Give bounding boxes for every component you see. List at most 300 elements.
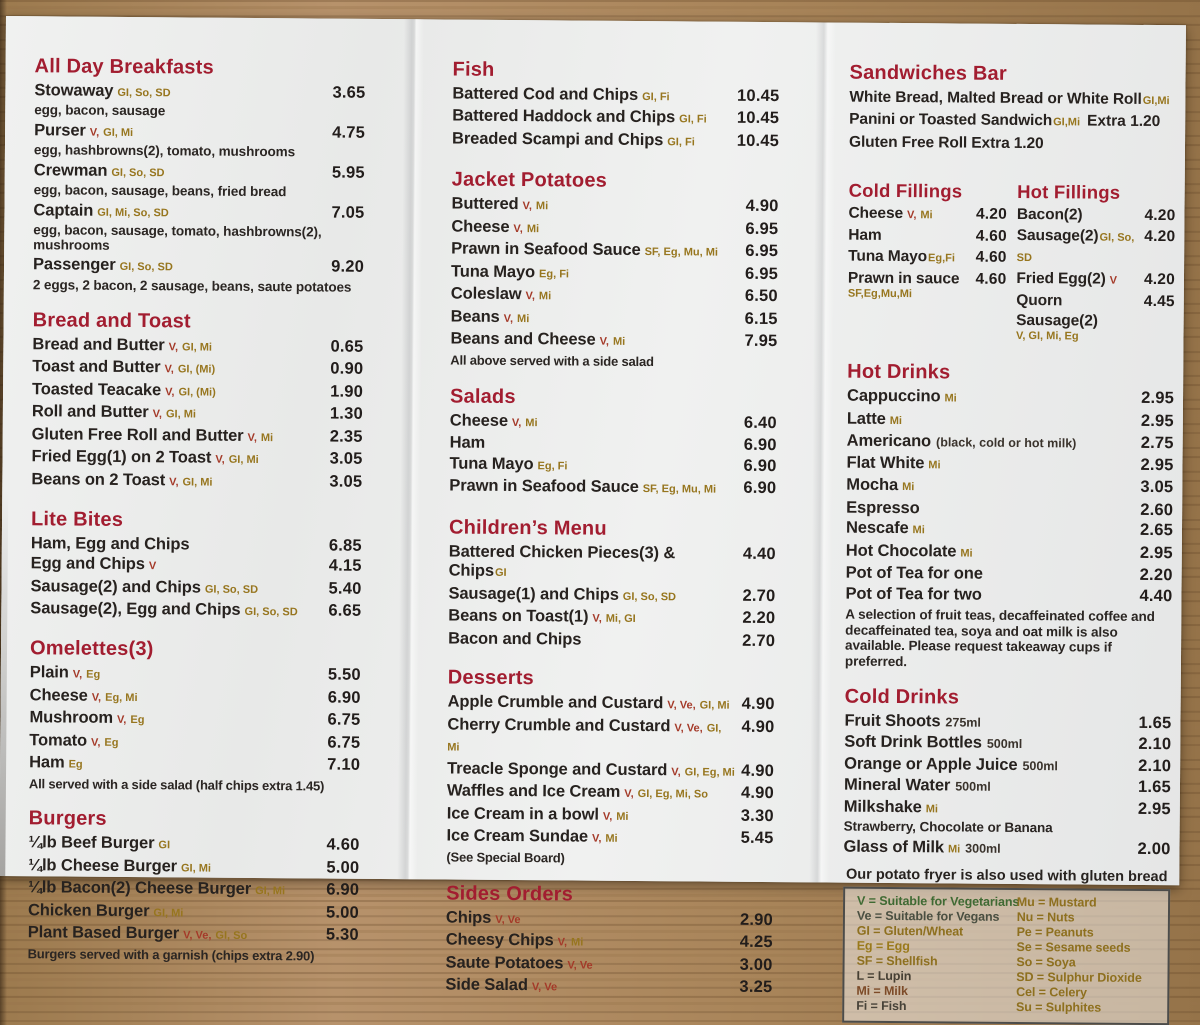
section-note: Burgers served with a garnish (chips extra 2.90) xyxy=(27,946,315,964)
allergen-codes: Mi xyxy=(947,843,961,856)
section-title: Jacket Potatoes xyxy=(451,168,608,192)
allergen-key-entry: Eg = Egg xyxy=(856,938,910,954)
menu-item xyxy=(451,217,778,241)
item-name: Milkshake xyxy=(843,797,922,816)
item-price: 6.40 xyxy=(743,413,777,432)
item-name-wrap xyxy=(32,402,196,425)
allergen-codes: Eg xyxy=(104,736,119,749)
allergen-codes-veg: V, xyxy=(624,787,634,801)
allergen-key-code: Su xyxy=(1015,1000,1032,1015)
item-price: 7.10 xyxy=(327,755,361,775)
item-name: Crewman xyxy=(33,160,108,180)
allergen-codes: GI, So, SD xyxy=(204,583,259,596)
item-name: Cheesy Chips xyxy=(445,930,554,950)
menu-item xyxy=(452,107,779,131)
allergen-key-label: Sesame seeds xyxy=(1045,940,1131,955)
item-name: Nescafe xyxy=(845,518,909,538)
item-name: Battered Chicken Pieces(3) & Chips xyxy=(448,542,676,580)
allergen-codes-veg: V, xyxy=(522,200,533,213)
item-name: Toast and Butter xyxy=(32,357,161,377)
allergen-codes: Mi xyxy=(525,416,538,429)
allergen-codes: GI, Fi xyxy=(667,135,695,149)
item-price: 10.45 xyxy=(736,131,780,150)
item-name: Ice Cream in a bowl xyxy=(446,804,599,824)
item-name-wrap xyxy=(848,247,955,269)
item-name: Chips xyxy=(445,908,492,927)
item-name-wrap xyxy=(1017,205,1083,226)
item-name-wrap xyxy=(452,129,695,152)
item-name-wrap xyxy=(30,686,138,708)
item-price: 5.40 xyxy=(328,579,362,598)
item-name-wrap xyxy=(29,709,144,731)
section-title: Cold Drinks xyxy=(844,685,960,709)
item-name: ¼lb Beef Burger xyxy=(28,833,155,853)
item-price: 6.85 xyxy=(328,536,362,555)
menu-item xyxy=(31,534,362,556)
item-name-wrap xyxy=(28,901,184,924)
menu-item xyxy=(445,976,772,1000)
item-name: Plain xyxy=(29,663,69,682)
item-name: Roll and Butter xyxy=(31,402,149,422)
allergen-key-entry: So = Soya xyxy=(1016,955,1076,970)
item-size: 300ml xyxy=(965,841,1001,856)
item-name: Bacon(2) xyxy=(1016,206,1083,224)
menu-item xyxy=(451,262,778,286)
item-name: Bacon and Chips xyxy=(448,629,582,649)
item-price: 3.65 xyxy=(332,83,366,102)
allergen-key-code: Pe xyxy=(1016,925,1032,940)
allergen-codes: GI, Mi xyxy=(255,885,286,898)
item-price: 1.90 xyxy=(330,382,364,401)
allergen-key-entry: SD = Sulphur Dioxide xyxy=(1016,970,1142,986)
item-name: Americano xyxy=(846,431,932,451)
item-name-wrap xyxy=(28,834,170,857)
item-price: 10.45 xyxy=(736,108,780,128)
menu-item xyxy=(843,837,1170,861)
item-name: Pot of Tea for one xyxy=(845,563,983,583)
section-omelettes-3 xyxy=(29,638,361,794)
item-name-wrap xyxy=(450,330,625,353)
item-name-wrap xyxy=(447,804,629,827)
menu-item xyxy=(28,924,359,948)
allergen-key-code: V xyxy=(857,893,866,908)
allergen-codes-veg: V, xyxy=(91,691,102,704)
allergen-key-code: Mu xyxy=(1016,895,1035,910)
item-price: 2.00 xyxy=(1137,839,1171,858)
menu-panel-left xyxy=(0,16,412,964)
item-price: 1.30 xyxy=(329,404,363,424)
allergen-codes-veg: V, Ve, xyxy=(183,929,212,943)
allergen-key-column-right xyxy=(1016,895,1162,1016)
menu-item xyxy=(1017,205,1176,226)
item-price: 2.20 xyxy=(742,608,776,628)
item-price: 3.00 xyxy=(739,955,773,974)
item-price: 4.20 xyxy=(1144,228,1176,246)
item-name: Chicken Burger xyxy=(27,901,150,921)
allergen-codes-veg: V, xyxy=(602,810,613,823)
allergen-key-entry: V = Suitable for Vegetarians xyxy=(857,893,1020,910)
allergen-codes: GI, Mi xyxy=(447,722,722,754)
menu-item xyxy=(32,402,363,426)
menu-item xyxy=(29,731,360,755)
menu-item xyxy=(32,425,363,449)
allergen-codes: Mi xyxy=(526,222,540,235)
item-price: 6.90 xyxy=(743,435,777,455)
item-price: 4.60 xyxy=(975,228,1007,246)
item-price: 4.60 xyxy=(326,836,360,855)
allergen-codes: Mi, GI xyxy=(605,612,636,626)
item-price: 3.05 xyxy=(329,472,363,491)
item-name: Apple Crumble and Custard xyxy=(447,692,664,713)
allergen-codes-veg: V, xyxy=(591,832,602,845)
allergen-codes: SF,Eg,Mu,Mi xyxy=(847,288,913,301)
item-price: 2.10 xyxy=(1138,735,1172,754)
allergen-codes-veg: V, xyxy=(169,475,179,489)
item-price: 4.20 xyxy=(975,206,1008,224)
section-bread-and-toast xyxy=(31,309,363,494)
menu-paper xyxy=(0,16,1186,1015)
menu-item xyxy=(844,776,1171,799)
menu-item xyxy=(33,201,364,225)
menu-item xyxy=(846,541,1173,565)
item-price: 5.00 xyxy=(326,858,360,877)
menu-item xyxy=(449,542,776,586)
item-name-wrap xyxy=(446,827,617,850)
item-name-wrap xyxy=(450,411,538,433)
item-name-wrap xyxy=(29,731,118,753)
item-name-wrap xyxy=(445,953,592,976)
section-title: Cold Fillings xyxy=(848,180,963,202)
item-name: Mocha xyxy=(846,475,899,495)
item-name: Prawn in Seafood Sauce xyxy=(451,239,641,260)
menu-item xyxy=(29,754,360,778)
menu-item xyxy=(34,81,365,105)
item-name: Toasted Teacake xyxy=(32,379,162,399)
item-name-wrap xyxy=(31,470,212,493)
item-price: 2.95 xyxy=(1137,799,1171,818)
item-price: 2.95 xyxy=(1140,411,1174,430)
item-price: 3.25 xyxy=(739,977,773,997)
allergen-codes: GI, So, SD xyxy=(622,590,677,603)
item-name: Beans xyxy=(450,307,500,326)
item-price: 4.15 xyxy=(328,556,362,576)
item-name: Fried Egg(2) xyxy=(1016,270,1106,289)
item-price: 6.75 xyxy=(327,710,361,730)
allergen-codes: GI, Eg, Mi, So xyxy=(637,788,708,801)
section-title: Sandwiches Bar xyxy=(849,61,1007,85)
item-price: 4.40 xyxy=(742,544,776,563)
allergen-codes: Mi xyxy=(889,414,903,427)
item-price: 2.20 xyxy=(1139,565,1173,585)
item-name: Sausage(2) and Chips xyxy=(30,576,201,597)
item-name-wrap xyxy=(32,425,274,448)
item-name-wrap xyxy=(846,519,925,541)
menu-panel-right xyxy=(817,22,1186,1015)
item-description: egg, hashbrowns(2), tomato, mushrooms xyxy=(33,142,296,160)
menu-item xyxy=(848,269,1007,290)
item-price: 4.90 xyxy=(741,694,775,714)
menu-item xyxy=(32,335,363,359)
item-name-wrap xyxy=(445,976,557,998)
item-name-wrap xyxy=(451,285,552,307)
menu-item xyxy=(451,285,778,309)
item-name: Cheese xyxy=(848,205,904,223)
allergen-codes: V, GI, Mi, Eg xyxy=(1015,330,1079,343)
menu-item xyxy=(445,953,772,977)
fryer-note: Our potato fryer is also used with gluten bread xyxy=(845,866,1168,886)
allergen-codes-veg: V, xyxy=(592,612,602,625)
allergen-codes: GI, So, SD xyxy=(1016,232,1135,265)
item-name-wrap xyxy=(846,498,920,518)
allergen-key-column-left xyxy=(856,893,1020,1015)
allergen-codes: Mi xyxy=(605,832,618,845)
item-name: Quorn Sausage(2) xyxy=(1016,292,1098,331)
item-price: 4.60 xyxy=(975,249,1007,267)
item-name: Ham xyxy=(848,227,882,245)
item-name: Prawn in sauce xyxy=(847,270,960,288)
item-name-wrap xyxy=(848,204,932,226)
item-price: 2.70 xyxy=(742,586,776,605)
item-price: 4.90 xyxy=(741,717,775,736)
menu-item xyxy=(34,121,365,145)
item-price: 6.75 xyxy=(327,733,361,752)
section-hot-fillings xyxy=(1016,166,1176,347)
item-name: Passenger xyxy=(32,255,116,274)
item-description: Strawberry, Chocolate or Banana xyxy=(843,818,1053,836)
menu-panel-middle xyxy=(405,19,824,997)
item-name-wrap xyxy=(448,607,636,630)
item-name-wrap xyxy=(843,837,1000,860)
section-children-s-menu xyxy=(448,516,776,651)
item-price: 10.45 xyxy=(737,86,780,105)
item-name: Bread and Butter xyxy=(32,334,165,354)
item-name: Espresso xyxy=(846,498,920,517)
menu-item xyxy=(452,129,779,153)
allergen-key-code: L xyxy=(856,968,864,983)
allergen-codes: Mi xyxy=(538,290,552,303)
item-price: 2.75 xyxy=(1140,433,1174,453)
item-name: Panini or Toasted Sandwich xyxy=(849,110,1053,130)
menu-item xyxy=(448,607,775,631)
menu-item xyxy=(1017,226,1176,269)
item-name: Battered Cod and Chips xyxy=(452,84,639,104)
item-name: Prawn in Seafood Sauce xyxy=(449,476,639,497)
section-title: Fish xyxy=(452,58,495,81)
allergen-codes-veg: V, Ve, xyxy=(674,721,703,735)
item-price: 2.10 xyxy=(1138,756,1172,775)
allergen-codes-veg: V, xyxy=(91,736,101,749)
item-price: 0.90 xyxy=(330,359,364,379)
allergen-key-code: Nu xyxy=(1016,910,1034,925)
allergen-codes: GI, Mi xyxy=(182,341,213,354)
allergen-codes: SF, Eg, Mu, Mi xyxy=(642,483,717,496)
item-name-wrap xyxy=(452,107,707,130)
item-price: 4.20 xyxy=(1143,271,1176,289)
menu-item xyxy=(449,477,776,501)
menu-item xyxy=(446,931,773,955)
menu-item xyxy=(32,357,363,381)
item-name-wrap xyxy=(844,797,938,819)
item-price: 1.65 xyxy=(1137,778,1172,797)
allergen-codes: Mi xyxy=(571,936,584,949)
item-name-wrap xyxy=(30,599,298,623)
menu-item xyxy=(452,84,779,108)
allergen-codes: GI, So xyxy=(215,930,248,943)
menu-item xyxy=(848,247,1007,269)
allergen-codes: GI,Mi xyxy=(1053,116,1081,129)
section-sandwiches-bar xyxy=(849,61,1177,155)
allergen-codes-veg: V, Ve xyxy=(531,981,558,994)
item-price: 4.45 xyxy=(1143,293,1175,311)
allergen-key-label: Sulphur Dioxide xyxy=(1047,970,1142,986)
allergen-key-entry: Pe = Peanuts xyxy=(1016,925,1094,940)
allergen-key-entry: L = Lupin xyxy=(856,968,912,984)
menu-item xyxy=(844,711,1171,734)
item-price: 7.95 xyxy=(744,331,778,351)
allergen-codes-veg: V, xyxy=(164,363,174,376)
allergen-codes: GI, Mi xyxy=(228,453,259,467)
allergen-key-entry: Cel = Celery xyxy=(1016,985,1087,1000)
allergen-codes-veg: V, xyxy=(152,408,163,421)
item-price: 6.95 xyxy=(745,219,779,238)
menu-item xyxy=(31,447,362,471)
item-name-wrap xyxy=(449,454,567,476)
menu-item xyxy=(33,255,364,279)
allergen-codes: Eg, Fi xyxy=(537,459,568,473)
item-name: Hot Chocolate xyxy=(845,541,957,561)
allergen-codes: GI, Mi xyxy=(165,408,197,421)
section-title: Desserts xyxy=(447,666,535,690)
item-name-wrap xyxy=(31,554,157,576)
menu-item xyxy=(30,664,361,688)
item-price: 2.60 xyxy=(1140,500,1174,519)
allergen-codes-veg: V, xyxy=(165,385,175,399)
section-desserts xyxy=(446,667,775,867)
allergen-codes: GI, So, SD xyxy=(244,606,298,619)
allergen-codes: GI, (Mi) xyxy=(177,363,216,376)
allergen-key-entry: SF = Shellfish xyxy=(856,953,938,969)
item-name-wrap xyxy=(452,84,669,107)
item-name-wrap xyxy=(848,269,960,290)
allergen-key-entry: GI = Gluten/Wheat xyxy=(856,923,964,939)
menu-item xyxy=(32,380,363,404)
allergen-key-entry: Mu = Mustard xyxy=(1016,895,1097,910)
item-name: Mushroom xyxy=(29,708,114,728)
section-title: Omelettes(3) xyxy=(29,637,154,661)
allergen-codes: GI, Fi xyxy=(642,90,670,103)
menu-item xyxy=(447,782,774,806)
item-name: Battered Haddock and Chips xyxy=(452,106,676,127)
allergen-codes-veg: V, xyxy=(513,222,523,235)
item-name-wrap xyxy=(446,908,521,930)
menu-item xyxy=(449,454,776,478)
section-salads xyxy=(449,385,777,501)
allergen-codes: GI, So, SD xyxy=(111,166,165,179)
allergen-key-code: GI xyxy=(856,923,870,938)
item-name: Flat White xyxy=(846,453,925,472)
item-name-wrap xyxy=(447,759,735,783)
item-price: 6.95 xyxy=(745,241,779,261)
item-name-wrap xyxy=(30,664,101,686)
allergen-key-code: SF xyxy=(856,953,873,968)
item-name-wrap xyxy=(450,434,486,454)
menu-item xyxy=(1016,291,1175,332)
allergen-codes: Mi xyxy=(944,392,957,405)
item-name: Tuna Mayo xyxy=(449,454,534,473)
allergen-codes-veg: V, xyxy=(671,765,681,778)
menu-item xyxy=(448,693,775,717)
menu-item xyxy=(845,584,1172,606)
item-name-wrap xyxy=(847,409,902,431)
section-title: Hot Drinks xyxy=(847,360,951,384)
item-name-wrap xyxy=(32,357,215,380)
menu-item xyxy=(446,827,773,851)
item-name: Cheese xyxy=(29,686,88,705)
allergen-key-entry: Mi = Milk xyxy=(856,983,908,999)
item-price: 6.95 xyxy=(745,264,779,283)
item-name-wrap xyxy=(844,776,991,798)
section-fillings xyxy=(847,165,1175,347)
allergen-codes: GI, (Mi) xyxy=(178,386,216,399)
section-title: Salads xyxy=(449,385,516,408)
item-name-wrap xyxy=(31,447,258,470)
item-price: 4.60 xyxy=(975,271,1007,289)
section-title: All Day Breakfasts xyxy=(34,54,214,79)
allergen-codes: GI, Mi xyxy=(699,699,730,712)
item-name-wrap xyxy=(446,931,584,954)
allergen-key-code: So xyxy=(1016,955,1033,970)
allergen-codes-veg: V, xyxy=(906,209,917,222)
allergen-key-code: SD xyxy=(1016,970,1034,985)
item-name-wrap xyxy=(845,584,981,605)
allergen-codes: Eg,Fi xyxy=(927,252,955,265)
item-name: Side Salad xyxy=(445,975,528,995)
allergen-codes: GI, Mi xyxy=(103,126,134,139)
item-price: 6.90 xyxy=(743,456,777,475)
menu-item xyxy=(1016,269,1175,291)
allergen-codes-veg: V, Ve, xyxy=(667,699,696,712)
section-title: Sides Orders xyxy=(446,882,574,906)
menu-item xyxy=(846,476,1173,500)
item-name: Plant Based Burger xyxy=(27,923,180,943)
item-name-wrap xyxy=(449,542,737,585)
allergen-codes: Mi xyxy=(912,524,925,537)
item-name: Orange or Apple Juice xyxy=(844,754,1018,774)
item-name: Pot of Tea for two xyxy=(845,584,982,604)
allergen-codes: GI, Mi xyxy=(153,907,184,920)
allergen-key-label: Sulphites xyxy=(1045,1000,1102,1015)
allergen-codes-veg: V, xyxy=(503,312,514,325)
item-name: Beans and Cheese xyxy=(450,329,596,349)
menu-item xyxy=(448,629,775,651)
item-price: 9.20 xyxy=(331,257,365,276)
item-price: 2.95 xyxy=(1140,455,1174,474)
item-name-wrap xyxy=(451,195,548,217)
item-name-wrap xyxy=(451,307,530,329)
item-name-wrap xyxy=(28,856,211,879)
item-name-wrap xyxy=(844,754,1058,776)
menu-item xyxy=(844,733,1171,756)
section-cold-drinks xyxy=(843,685,1171,861)
item-name: Sausage(1) and Chips xyxy=(448,584,619,604)
allergen-codes: GI, Eg, Mi xyxy=(684,765,735,779)
allergen-key-label: Suitable for Vegetarians xyxy=(879,894,1020,910)
menu-item xyxy=(28,901,359,925)
item-extra: Extra 1.20 xyxy=(1086,112,1161,131)
menu-item xyxy=(846,498,1173,520)
item-name: Buttered xyxy=(451,194,519,214)
section-hot-drinks xyxy=(845,361,1174,672)
